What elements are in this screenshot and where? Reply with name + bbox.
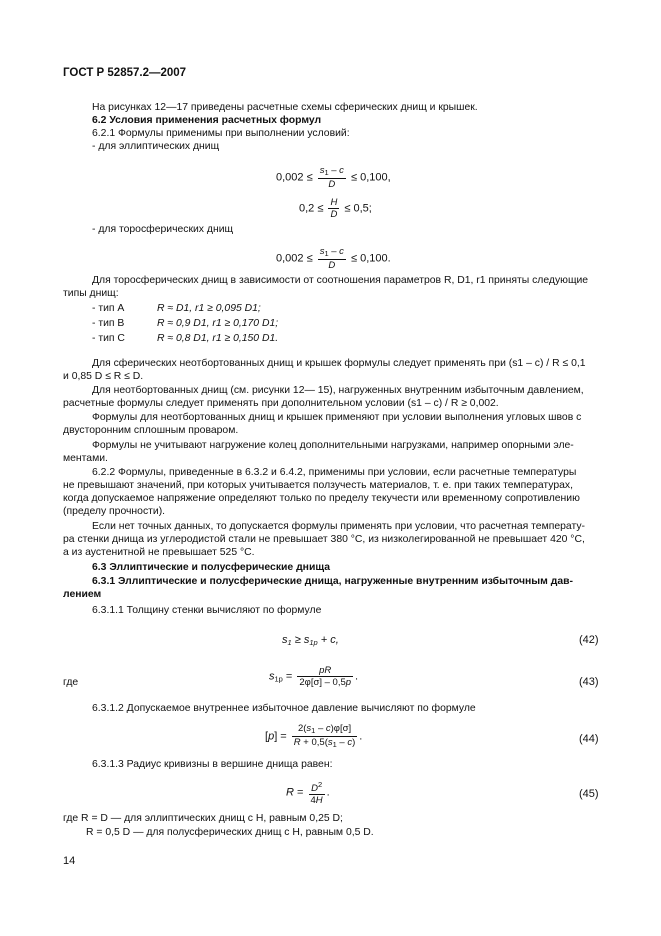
formula-ellipse-condition-1: 0,002 ≤ $\frac{s_1 - c}{D}$ ≤ 0,100, [276, 165, 391, 190]
type-condition-c: R ≈ 0,8 D1, r1 ≥ 0,150 D1. [157, 333, 279, 344]
paragraph-line: 6.2.2 Формулы, приведенные в 6.3.2 и 6.4.2, применимы при условии, если расчетные температуры [92, 467, 577, 478]
paragraph-line: Для неотбортованных днищ (см. рисунки 12— 15), нагруженных внутренним избыточным давлением, [92, 385, 584, 396]
paragraph-line: - для эллиптических днищ [92, 141, 220, 152]
paragraph-line: где R = D — для эллиптических днищ с H, равным 0,25 D; [63, 813, 343, 824]
formula-43: $s_{1р}$ = $\frac{pR}{2\varphi[\sigma] - 0,5p}$ . [269, 665, 359, 688]
page-number: 14 [63, 855, 76, 867]
equation-number: (45) [579, 788, 599, 800]
paragraph-line: не превышают значений, при которых учитывается ползучесть материалов, т. е. при таких температурах, [63, 480, 573, 491]
paragraph-line: 6.3.1.1 Толщину стенки вычисляют по формуле [92, 605, 322, 616]
formula-45: R = $\frac{D^2}{4H}$ . [286, 780, 330, 806]
paragraph-line: - для торосферических днищ [92, 224, 234, 235]
type-label-a: - тип А [92, 303, 125, 314]
where-label: где [63, 677, 79, 688]
section-heading: 6.3 Эллиптические и полусферические днища [92, 562, 331, 573]
paragraph-line: Для сферических неотбортованных днищ и крышек формулы следует применять при (s1 – c) / R ≤ 0,1 [92, 358, 586, 369]
paragraph-line: расчетные формулы следует применять при дополнительном условии (s1 – c) / R ≥ 0,002. [63, 398, 499, 409]
section-heading: лением [63, 589, 102, 600]
paragraph-line: ра стенки днища из углеродистой стали не превышает 380 °С, из низколегированной не превышает 420 °С, [63, 534, 585, 545]
equation-number: (44) [579, 733, 599, 745]
paragraph-line: и 0,85 D ≤ R ≤ D. [63, 371, 144, 382]
paragraph-line: На рисунках 12—17 приведены расчетные схемы сферических днищ и крышек. [92, 102, 478, 113]
paragraph-line: (пределу прочности). [63, 506, 166, 517]
type-label-c: - тип С [92, 333, 125, 344]
equation-number: (42) [579, 634, 599, 646]
type-condition-b: R ≈ 0,9 D1, r1 ≥ 0,170 D1; [157, 318, 279, 329]
document-header: ГОСТ Р 52857.2—2007 [63, 67, 187, 79]
formula-44: [p] = $\frac{2(s_1 - c)\varphi[\sigma]}{R + 0,5(s_1 - c)}$ . [265, 723, 363, 749]
paragraph-line: 6.2.1 Формулы применимы при выполнении условий: [92, 128, 350, 139]
paragraph-line: когда допускаемое напряжение определяют только по пределу текучести или временному сопротивлению [63, 493, 580, 504]
type-label-b: - тип В [92, 318, 125, 329]
paragraph-line: 6.3.1.2 Допускаемое внутреннее избыточное давление вычисляют по формуле [92, 703, 476, 714]
paragraph-line: 6.3.1.3 Радиус кривизны в вершине днища равен: [92, 759, 333, 770]
formula-torosphere-condition: 0,002 ≤ $\frac{s_1 - c}{D}$ ≤ 0,100. [276, 246, 391, 271]
paragraph-line: типы днищ: [63, 288, 119, 299]
paragraph-line: R = 0,5 D — для полусферических днищ с H, равным 0,5 D. [86, 827, 374, 838]
type-condition-a: R ≈ D1, r1 ≥ 0,095 D1; [157, 303, 261, 314]
paragraph-line: ментами. [63, 453, 108, 464]
section-heading: 6.2 Условия применения расчетных формул [92, 115, 322, 126]
equation-number: (43) [579, 676, 599, 688]
formula-42: $s_1 \ge s_{1р} + c$, [282, 634, 339, 647]
formula-ellipse-condition-2: 0,2 ≤ $\frac{H}{D}$ ≤ 0,5; [299, 197, 372, 220]
section-heading: 6.3.1 Эллиптические и полусферические днища, нагруженные внутренним избыточным дав- [92, 576, 573, 587]
paragraph-line: а из аустенитной не превышает 525 °С. [63, 547, 255, 558]
paragraph-line: Для торосферических днищ в зависимости от соотношения параметров R, D1, r1 приняты следующие [92, 275, 589, 286]
paragraph-line: Если нет точных данных, то допускается формулы применять при условии, что расчетная температу- [92, 521, 585, 532]
paragraph-line: Формулы не учитывают нагружение колец дополнительными нагрузками, например опорными эле- [92, 440, 574, 451]
paragraph-line: Формулы для неотбортованных днищ и крышек применяют при условии выполнения угловых швов с [92, 412, 582, 423]
paragraph-line: двусторонним сплошным проваром. [63, 425, 239, 436]
